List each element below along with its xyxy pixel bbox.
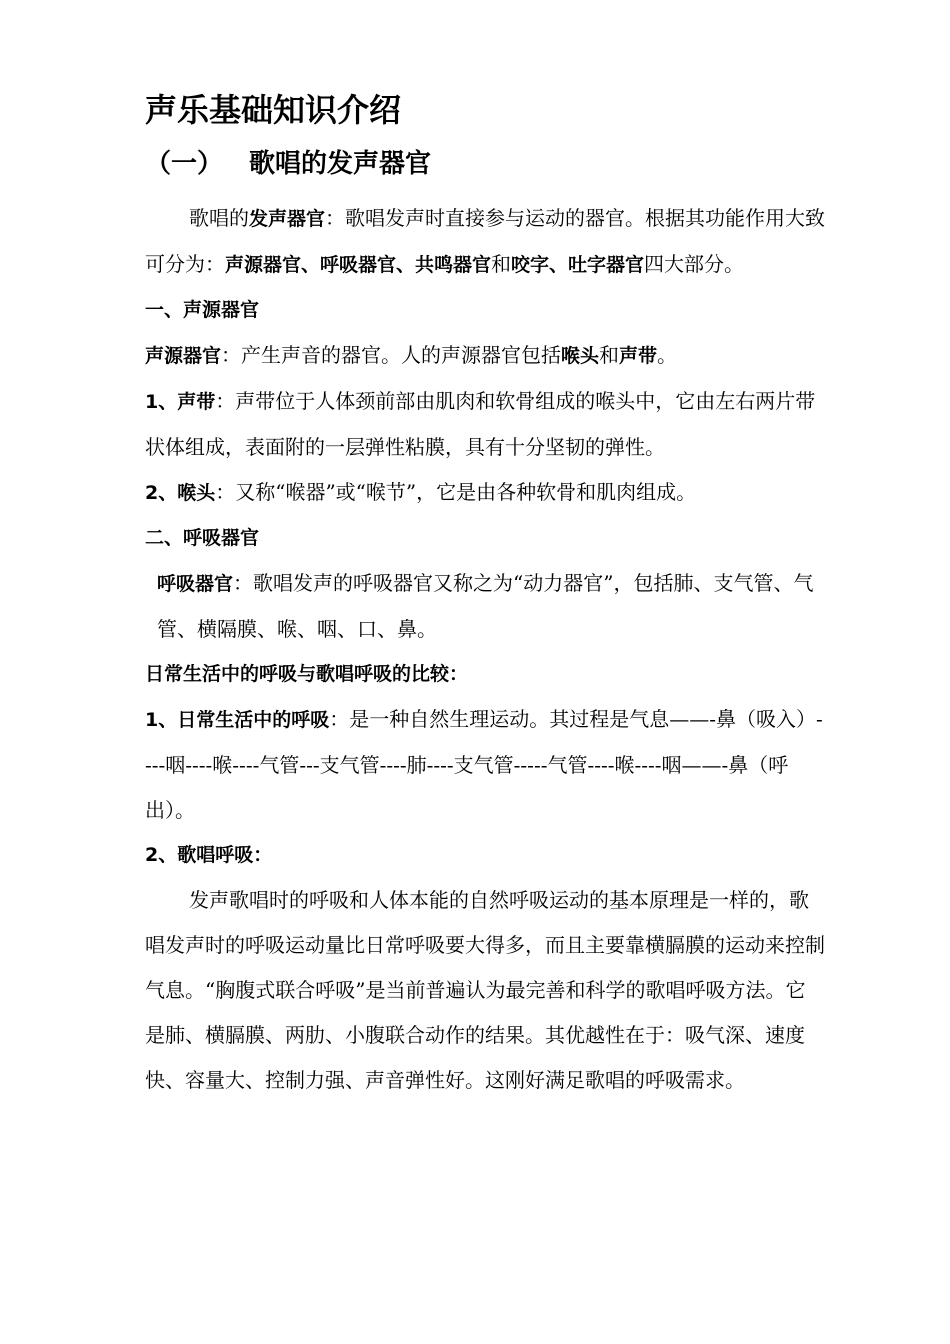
comparison-heading: 日常生活中的呼吸与歌唱呼吸的比较：: [145, 663, 469, 685]
daily-breathing-item: 1、日常生活中的呼吸：是一种自然生理运动。其过程是气息——-鼻（吸入）----咽----喉----气管---支气管----肺----支气管-----气管----喉----咽——-鼻（呼出）。: [145, 707, 823, 822]
document-page: [145, 86, 825, 1103]
section-heading: [145, 144, 825, 184]
section-number: （一）: [145, 149, 224, 179]
larynx-item: 2、喉头：又称“喉器”或“喉节”，它是由各种软骨和肌肉组成。: [145, 480, 697, 504]
document-title: 声乐基础知识介绍: [145, 91, 402, 129]
singing-breathing-heading: 2、歌唱呼吸：: [145, 844, 273, 866]
singing-breathing-paragraph: 发声歌唱时的呼吸和人体本能的自然呼吸运动的基本原理是一样的，歌唱发声时的呼吸运动量比日常呼吸要大得多，而且主要靠横膈膜的运动来控制气息。“胸腹式联合呼吸”是当前普遍认为最完善和科学的歌唱呼吸方法。它是肺、横膈膜、两肋、小腹联合动作的结果。其优越性在于：吸气深、速度快、容量大、控制力强、声音弹性好。这刚好满足歌唱的呼吸需求。: [145, 888, 825, 1092]
respiratory-definition: 呼吸器官：歌唱发声的呼吸器官又称之为“动力器官”，包括肺、支气管、气管、横隔膜、喉、咽、口、鼻。: [157, 571, 814, 641]
subheading-voice-source: 一、声源器官: [145, 299, 260, 321]
section-title: 歌唱的发声器官: [249, 149, 432, 179]
intro-paragraph: 歌唱的发声器官：歌唱发声时直接参与运动的器官。根据其功能作用大致可分为：声源器官、呼吸器官、共鸣器官和咬字、吐字器官四大部分。: [145, 206, 826, 276]
subheading-respiratory: 二、呼吸器官: [145, 527, 260, 549]
vocal-cords-item: 1、声带：声带位于人体颈前部由肌肉和软骨组成的喉头中，它由左右两片带状体组成，表面附的一层弹性粘膜，具有十分坚韧的弹性。: [145, 389, 816, 459]
voice-source-definition: 声源器官：产生声音的器官。人的声源器官包括喉头和声带。: [145, 343, 678, 367]
